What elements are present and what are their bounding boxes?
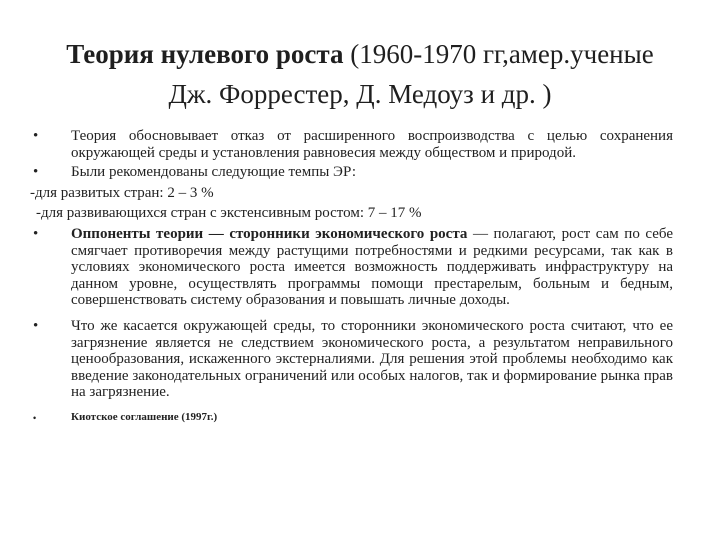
bullet-text: — полагают, рост сам по себе смягчает противоречия между растущими потребностями и редкими ресурсами, так как в условиях экономического роста имеется возможность поддерживать инфраструктуру на данном уровне, осуществлять программы помощи престарелым, больным и бедным, совершенствовать систему образования и повышать личные доходы. bbox=[71, 225, 673, 309]
slide-title bbox=[40, 34, 680, 114]
bullet-icon: • bbox=[33, 128, 39, 144]
bullet-icon: • bbox=[33, 225, 39, 242]
bullet-text: Киотское соглашение (1997г.) bbox=[71, 410, 218, 423]
title-bold: Теория нулевого роста bbox=[66, 39, 344, 69]
rate-developed: -для развитых стран: 2 – 3 % bbox=[30, 184, 214, 201]
opponents-heading: Оппоненты теории — сторонники экономического роста bbox=[71, 225, 468, 242]
bullet-item-environment bbox=[30, 318, 673, 401]
title-years: (1960-1970 гг,амер.ученые bbox=[343, 39, 654, 69]
bullet-text: Что же касается окружающей среды, то сторонники экономического роста считают, что ее загрязнение является не следствием экономического роста, а результатом неправильного ценообразования, искаженного экстерналиями. Для решения этой проблемы необходимо как введение законодательных ограничений или особых налогов, так и формирование рынка прав на загрязнение. bbox=[71, 317, 673, 401]
bullet-item-opponents bbox=[30, 226, 673, 309]
bullet-icon: • bbox=[33, 412, 37, 423]
title-line-2: Дж. Форрестер, Д. Медоуз и др. ) bbox=[168, 79, 552, 109]
bullet-icon: • bbox=[33, 317, 39, 334]
bullet-item-kyoto bbox=[30, 410, 673, 424]
bullet-item-theory bbox=[30, 128, 673, 161]
title-line-1 bbox=[40, 34, 680, 74]
rate-developing: -для развивающихся стран с экстенсивным ростом: 7 – 17 % bbox=[36, 205, 422, 222]
bullet-text: Теория обосновывает отказ от расширенного воспроизводства с целью сохранения окружающей среды и установления равновесия между обществом и природой. bbox=[71, 128, 673, 161]
slide-body bbox=[30, 128, 673, 424]
bullet-icon: • bbox=[33, 164, 39, 181]
bullet-text: Были рекомендованы следующие темпы ЭР: bbox=[71, 164, 357, 181]
bullet-item-rates bbox=[30, 164, 673, 181]
